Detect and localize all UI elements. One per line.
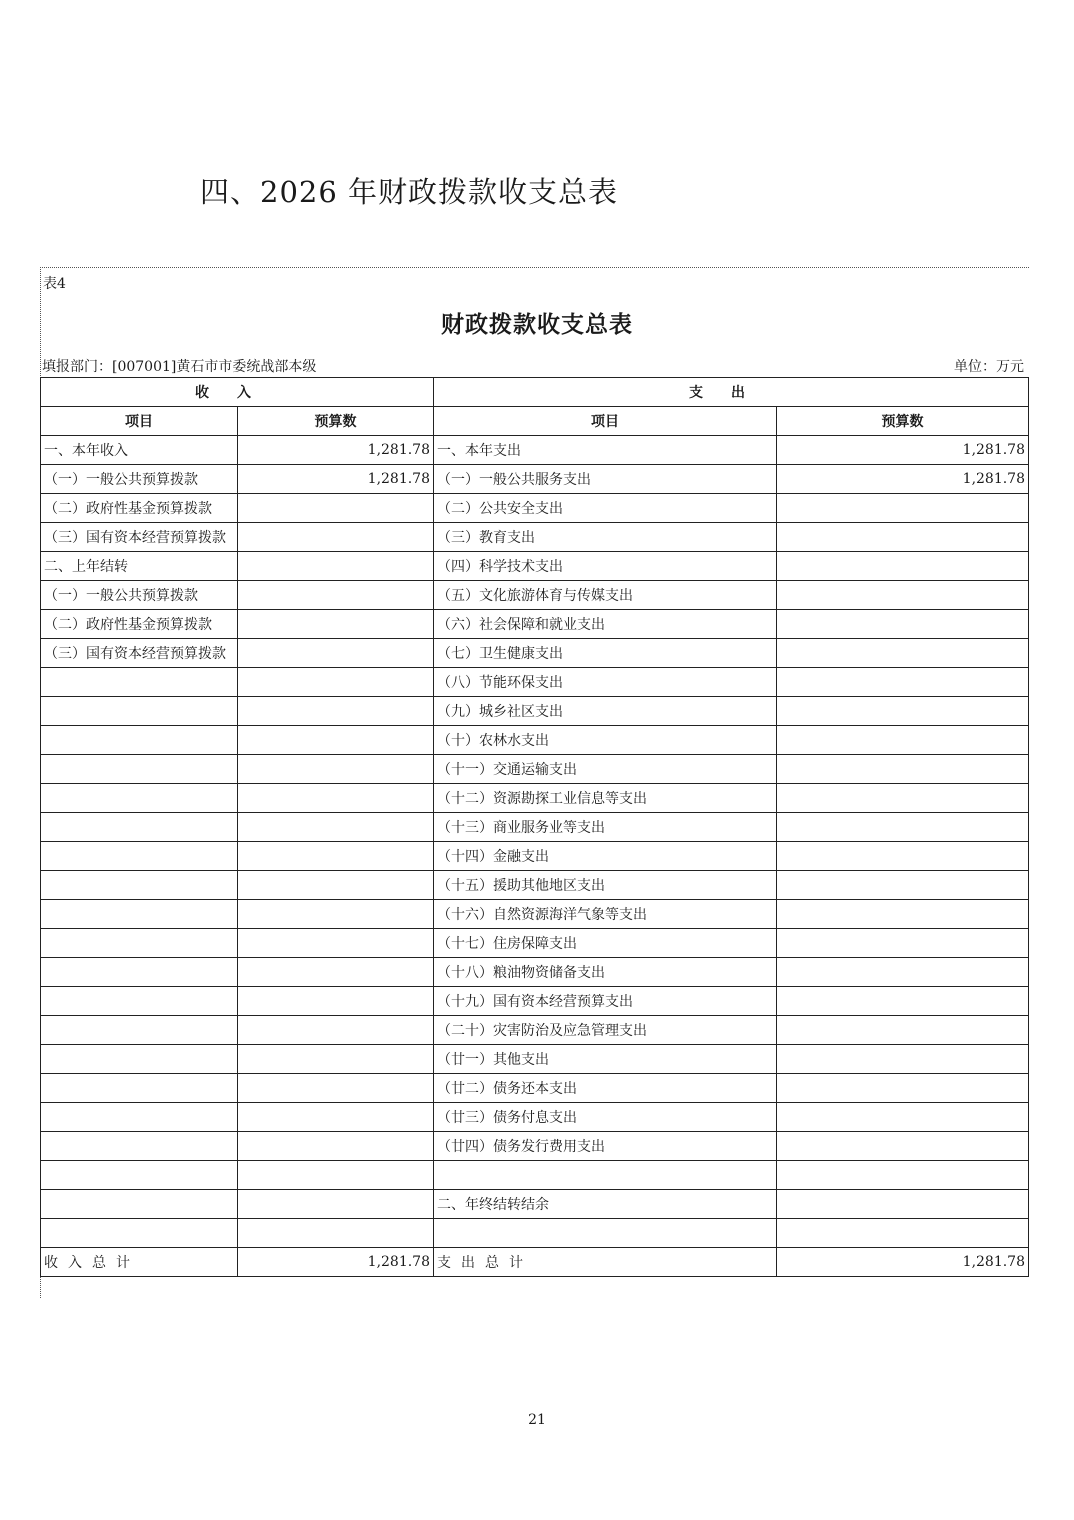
expense-item-cell: （四）科学技术支出 [434, 552, 777, 581]
expense-amount-cell [777, 1190, 1029, 1219]
table-row [41, 552, 1029, 581]
income-item-cell [41, 842, 238, 871]
expense-item-cell: （廿一）其他支出 [434, 1045, 777, 1074]
income-amount-cell [238, 610, 434, 639]
expense-amount-cell: 1,281.78 [777, 465, 1029, 494]
income-item-cell [41, 813, 238, 842]
expense-amount-cell [777, 581, 1029, 610]
income-item-cell [41, 900, 238, 929]
expense-item-cell: （十九）国有资本经营预算支出 [434, 987, 777, 1016]
income-amount-cell [238, 523, 434, 552]
expense-item-cell: （三）教育支出 [434, 523, 777, 552]
expense-total-label: 支出总计 [434, 1248, 777, 1277]
income-item-cell [41, 1219, 238, 1248]
table-row [41, 494, 1029, 523]
totals-row [41, 1248, 1029, 1277]
income-item-cell [41, 668, 238, 697]
budget-table [40, 377, 1029, 1277]
income-item-cell [41, 1016, 238, 1045]
income-item-cell: （一）一般公共预算拨款 [41, 465, 238, 494]
table-row [41, 581, 1029, 610]
table-row [41, 697, 1029, 726]
expense-item-cell: （六）社会保障和就业支出 [434, 610, 777, 639]
income-amount-cell [238, 1190, 434, 1219]
income-amount-cell [238, 581, 434, 610]
expense-item-cell: （二十）灾害防治及应急管理支出 [434, 1016, 777, 1045]
income-item-cell [41, 755, 238, 784]
income-item-cell [41, 871, 238, 900]
department-label: 填报部门：[007001]黄石市市委统战部本级 [42, 359, 317, 375]
income-amount-cell [238, 1161, 434, 1190]
expense-amount-cell [777, 523, 1029, 552]
income-amount-cell [238, 755, 434, 784]
income-item-cell [41, 1103, 238, 1132]
expense-item-cell: （十八）粮油物资储备支出 [434, 958, 777, 987]
section-header-row [41, 378, 1029, 407]
expense-amount-cell [777, 900, 1029, 929]
table-tag: 表4 [43, 276, 66, 292]
column-header-row [41, 407, 1029, 436]
table-row [41, 1103, 1029, 1132]
expense-budget-header: 预算数 [777, 407, 1029, 436]
expense-amount-cell [777, 1016, 1029, 1045]
income-item-cell: （一）一般公共预算拨款 [41, 581, 238, 610]
page-heading: 四、2026 年财政拨款收支总表 [200, 175, 619, 209]
expense-amount-cell [777, 552, 1029, 581]
expense-item-cell: （五）文化旅游体育与传媒支出 [434, 581, 777, 610]
income-amount-cell: 1,281.78 [238, 436, 434, 465]
expense-total-amount: 1,281.78 [777, 1248, 1029, 1277]
income-amount-cell [238, 552, 434, 581]
table-row [41, 755, 1029, 784]
income-item-header: 项目 [41, 407, 238, 436]
expense-amount-cell [777, 871, 1029, 900]
income-item-cell [41, 929, 238, 958]
expense-item-cell: （八）节能环保支出 [434, 668, 777, 697]
income-item-cell [41, 1045, 238, 1074]
expense-item-header: 项目 [434, 407, 777, 436]
table-row [41, 1016, 1029, 1045]
expense-item-cell [434, 1161, 777, 1190]
income-amount-cell [238, 871, 434, 900]
expense-item-cell: 二、年终结转结余 [434, 1190, 777, 1219]
income-amount-cell [238, 726, 434, 755]
income-amount-cell [238, 1045, 434, 1074]
income-item-cell [41, 1132, 238, 1161]
table-row [41, 987, 1029, 1016]
expense-item-cell: （一）一般公共服务支出 [434, 465, 777, 494]
expense-item-cell: （十）农林水支出 [434, 726, 777, 755]
expense-amount-cell [777, 494, 1029, 523]
income-total-amount: 1,281.78 [238, 1248, 434, 1277]
expense-amount-cell [777, 784, 1029, 813]
expense-item-cell: （七）卫生健康支出 [434, 639, 777, 668]
income-item-cell: （二）政府性基金预算拨款 [41, 494, 238, 523]
income-item-cell [41, 697, 238, 726]
expense-amount-cell [777, 755, 1029, 784]
expense-amount-cell [777, 958, 1029, 987]
expense-amount-cell [777, 1161, 1029, 1190]
expense-header: 支出 [434, 378, 1029, 407]
expense-item-cell: （廿二）债务还本支出 [434, 1074, 777, 1103]
income-budget-header: 预算数 [238, 407, 434, 436]
table-row [41, 900, 1029, 929]
income-amount-cell [238, 1103, 434, 1132]
table-row [41, 610, 1029, 639]
expense-amount-cell [777, 842, 1029, 871]
expense-amount-cell [777, 639, 1029, 668]
expense-amount-cell [777, 929, 1029, 958]
table-row [41, 1219, 1029, 1248]
table-row [41, 639, 1029, 668]
table-row [41, 842, 1029, 871]
expense-item-cell: （九）城乡社区支出 [434, 697, 777, 726]
expense-amount-cell [777, 668, 1029, 697]
expense-amount-cell: 1,281.78 [777, 436, 1029, 465]
income-amount-cell [238, 987, 434, 1016]
income-amount-cell [238, 1074, 434, 1103]
income-item-cell: （三）国有资本经营预算拨款 [41, 523, 238, 552]
table-row [41, 523, 1029, 552]
income-amount-cell [238, 668, 434, 697]
income-item-cell: （三）国有资本经营预算拨款 [41, 639, 238, 668]
table-row [41, 1074, 1029, 1103]
income-item-cell: 一、本年收入 [41, 436, 238, 465]
expense-amount-cell [777, 1074, 1029, 1103]
income-header: 收入 [41, 378, 434, 407]
table-row [41, 813, 1029, 842]
income-item-cell: 二、上年结转 [41, 552, 238, 581]
expense-item-cell: （十六）自然资源海洋气象等支出 [434, 900, 777, 929]
expense-amount-cell [777, 987, 1029, 1016]
table-row [41, 465, 1029, 494]
expense-item-cell: （十一）交通运输支出 [434, 755, 777, 784]
income-item-cell [41, 726, 238, 755]
income-total-label: 收入总计 [41, 1248, 238, 1277]
income-item-cell [41, 1074, 238, 1103]
expense-amount-cell [777, 813, 1029, 842]
table-row [41, 958, 1029, 987]
income-item-cell: （二）政府性基金预算拨款 [41, 610, 238, 639]
income-item-cell [41, 1190, 238, 1219]
expense-item-cell: （廿四）债务发行费用支出 [434, 1132, 777, 1161]
income-item-cell [41, 784, 238, 813]
table-row [41, 726, 1029, 755]
income-item-cell [41, 958, 238, 987]
expense-item-cell: 一、本年支出 [434, 436, 777, 465]
income-amount-cell: 1,281.78 [238, 465, 434, 494]
income-item-cell [41, 1161, 238, 1190]
table-row [41, 1190, 1029, 1219]
table-title: 财政拨款收支总表 [441, 312, 633, 338]
unit-label: 单位：万元 [954, 359, 1024, 375]
table-row [41, 668, 1029, 697]
expense-item-cell: （十七）住房保障支出 [434, 929, 777, 958]
income-amount-cell [238, 639, 434, 668]
expense-amount-cell [777, 1103, 1029, 1132]
table-row [41, 1161, 1029, 1190]
expense-item-cell: （十四）金融支出 [434, 842, 777, 871]
income-amount-cell [238, 842, 434, 871]
page-number: 21 [528, 1412, 546, 1428]
table-row [41, 929, 1029, 958]
table-row [41, 871, 1029, 900]
expense-amount-cell [777, 1219, 1029, 1248]
income-amount-cell [238, 784, 434, 813]
expense-amount-cell [777, 1132, 1029, 1161]
expense-item-cell: （十五）援助其他地区支出 [434, 871, 777, 900]
income-amount-cell [238, 494, 434, 523]
expense-item-cell [434, 1219, 777, 1248]
income-amount-cell [238, 1219, 434, 1248]
expense-item-cell: （廿三）债务付息支出 [434, 1103, 777, 1132]
expense-amount-cell [777, 1045, 1029, 1074]
income-amount-cell [238, 697, 434, 726]
table-row [41, 1045, 1029, 1074]
income-amount-cell [238, 929, 434, 958]
income-amount-cell [238, 813, 434, 842]
expense-item-cell: （十二）资源勘探工业信息等支出 [434, 784, 777, 813]
expense-item-cell: （十三）商业服务业等支出 [434, 813, 777, 842]
income-amount-cell [238, 958, 434, 987]
income-item-cell [41, 987, 238, 1016]
income-amount-cell [238, 1016, 434, 1045]
expense-item-cell: （二）公共安全支出 [434, 494, 777, 523]
expense-amount-cell [777, 610, 1029, 639]
table-row [41, 436, 1029, 465]
table-row [41, 784, 1029, 813]
expense-amount-cell [777, 697, 1029, 726]
table-row [41, 1132, 1029, 1161]
expense-amount-cell [777, 726, 1029, 755]
income-amount-cell [238, 1132, 434, 1161]
income-amount-cell [238, 900, 434, 929]
